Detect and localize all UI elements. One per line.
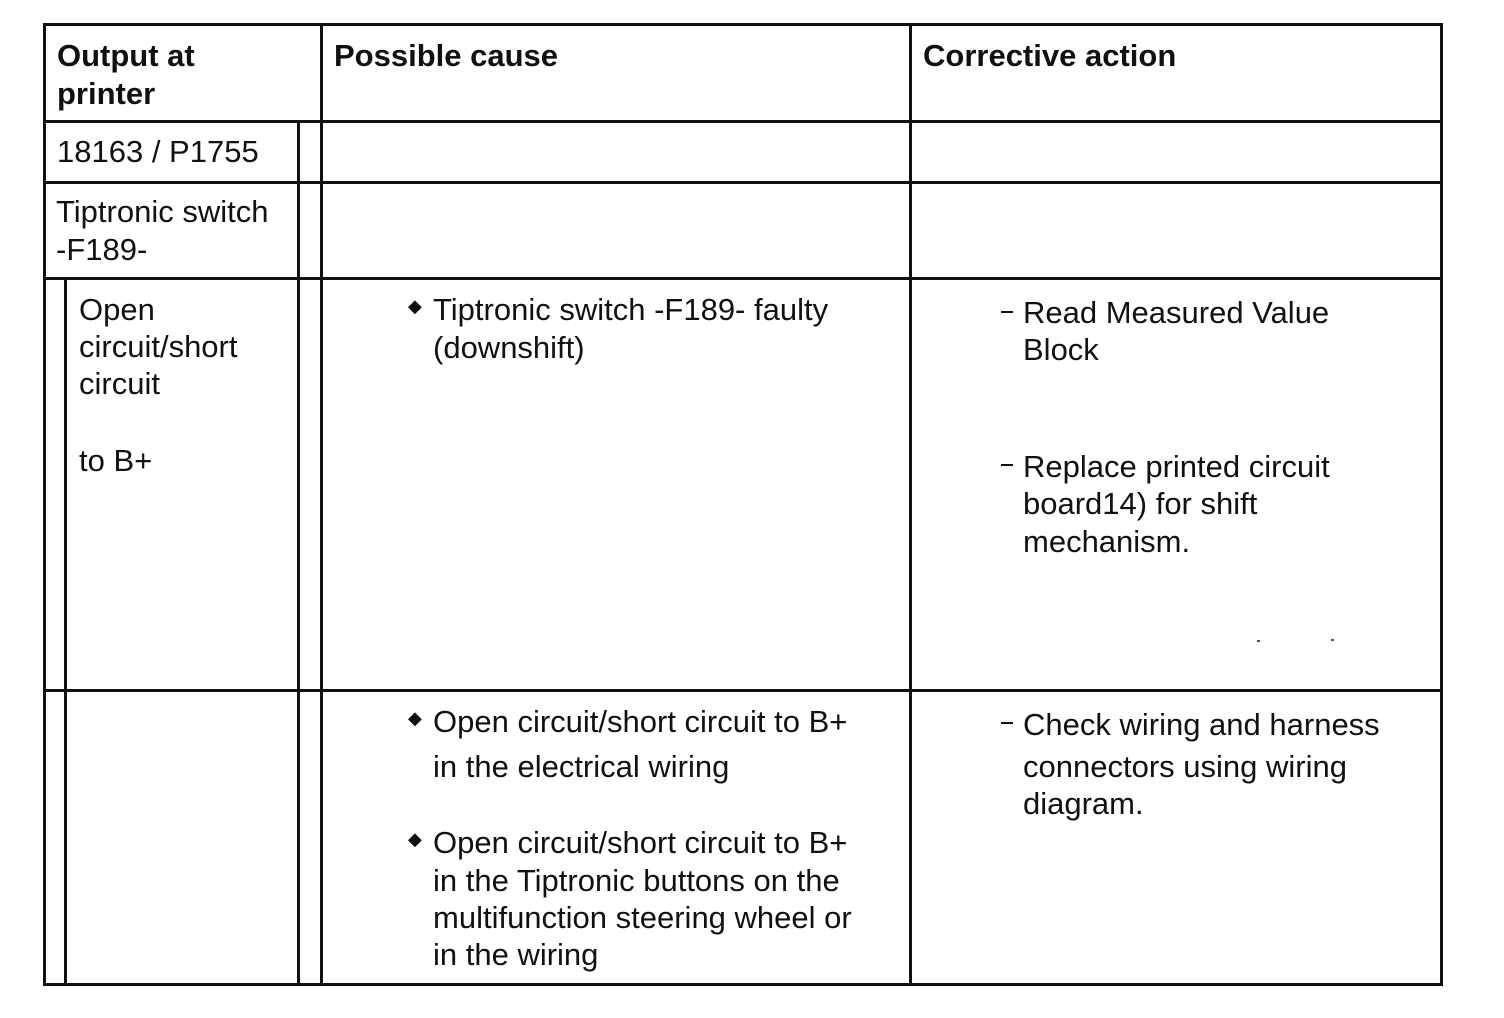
fault-description-line-1: Open xyxy=(79,292,155,327)
row-divider-fault xyxy=(43,689,1443,692)
action-2-line-2: board14) for shift xyxy=(1023,486,1258,521)
header-divider xyxy=(43,120,1443,123)
row-divider-component xyxy=(43,277,1443,280)
scan-speck xyxy=(1331,639,1334,641)
component-name-line-1: Tiptronic switch xyxy=(56,194,269,229)
cause-1-line-1: Tiptronic switch -F189- faulty xyxy=(433,292,829,327)
action-1-line-2: Block xyxy=(1023,332,1099,367)
table-border-right xyxy=(1440,23,1443,986)
component-name-line-2: -F189- xyxy=(56,232,148,267)
cause-3-line-1: Open circuit/short circuit to B+ xyxy=(433,825,848,860)
action-2-line-1: Replace printed circuit xyxy=(1023,449,1330,484)
table-border-bottom xyxy=(43,983,1443,986)
cause-3-line-3: multifunction steering wheel or xyxy=(433,900,852,935)
cause-2-line-1: Open circuit/short circuit to B+ xyxy=(433,704,848,739)
row-divider-code xyxy=(43,181,1443,184)
cause-2-line-2: in the electrical wiring xyxy=(433,749,730,784)
cause-3-line-2: in the Tiptronic buttons on the xyxy=(433,863,840,898)
fault-description-line-2: circuit/short xyxy=(79,329,238,364)
header-corrective-action: Corrective action xyxy=(923,38,1177,73)
action-3-line-1: Check wiring and harness xyxy=(1023,707,1380,742)
action-2-line-3: mechanism. xyxy=(1023,524,1191,559)
action-3-line-2: connectors using wiring xyxy=(1023,749,1347,784)
fault-code: 18163 / P1755 xyxy=(57,134,259,169)
dash-icon xyxy=(1001,311,1013,313)
cause-column-rule xyxy=(320,23,323,986)
bullet-icon: ◆ xyxy=(408,829,422,849)
table-border-left xyxy=(43,23,46,986)
header-output-line-2: printer xyxy=(57,76,156,111)
header-output-line-1: Output at xyxy=(57,38,195,73)
fault-description-line-3: circuit xyxy=(79,366,160,401)
table-border-top xyxy=(43,23,1443,26)
action-1-line-1: Read Measured Value xyxy=(1023,295,1330,330)
fault-description-suffix: to B+ xyxy=(79,443,153,478)
action-column-rule xyxy=(909,23,912,986)
cause-3-line-4: in the wiring xyxy=(433,937,599,972)
cause-1-line-2: (downshift) xyxy=(433,330,585,365)
bullet-icon: ◆ xyxy=(408,296,422,316)
indent-rule xyxy=(64,277,67,986)
scan-speck xyxy=(1257,640,1260,642)
action-3-line-3: diagram. xyxy=(1023,786,1144,821)
header-possible-cause: Possible cause xyxy=(334,38,559,73)
bullet-icon: ◆ xyxy=(408,708,422,728)
dash-icon xyxy=(1001,464,1013,466)
inner-column-rule xyxy=(297,120,300,986)
dash-icon xyxy=(1001,722,1013,724)
